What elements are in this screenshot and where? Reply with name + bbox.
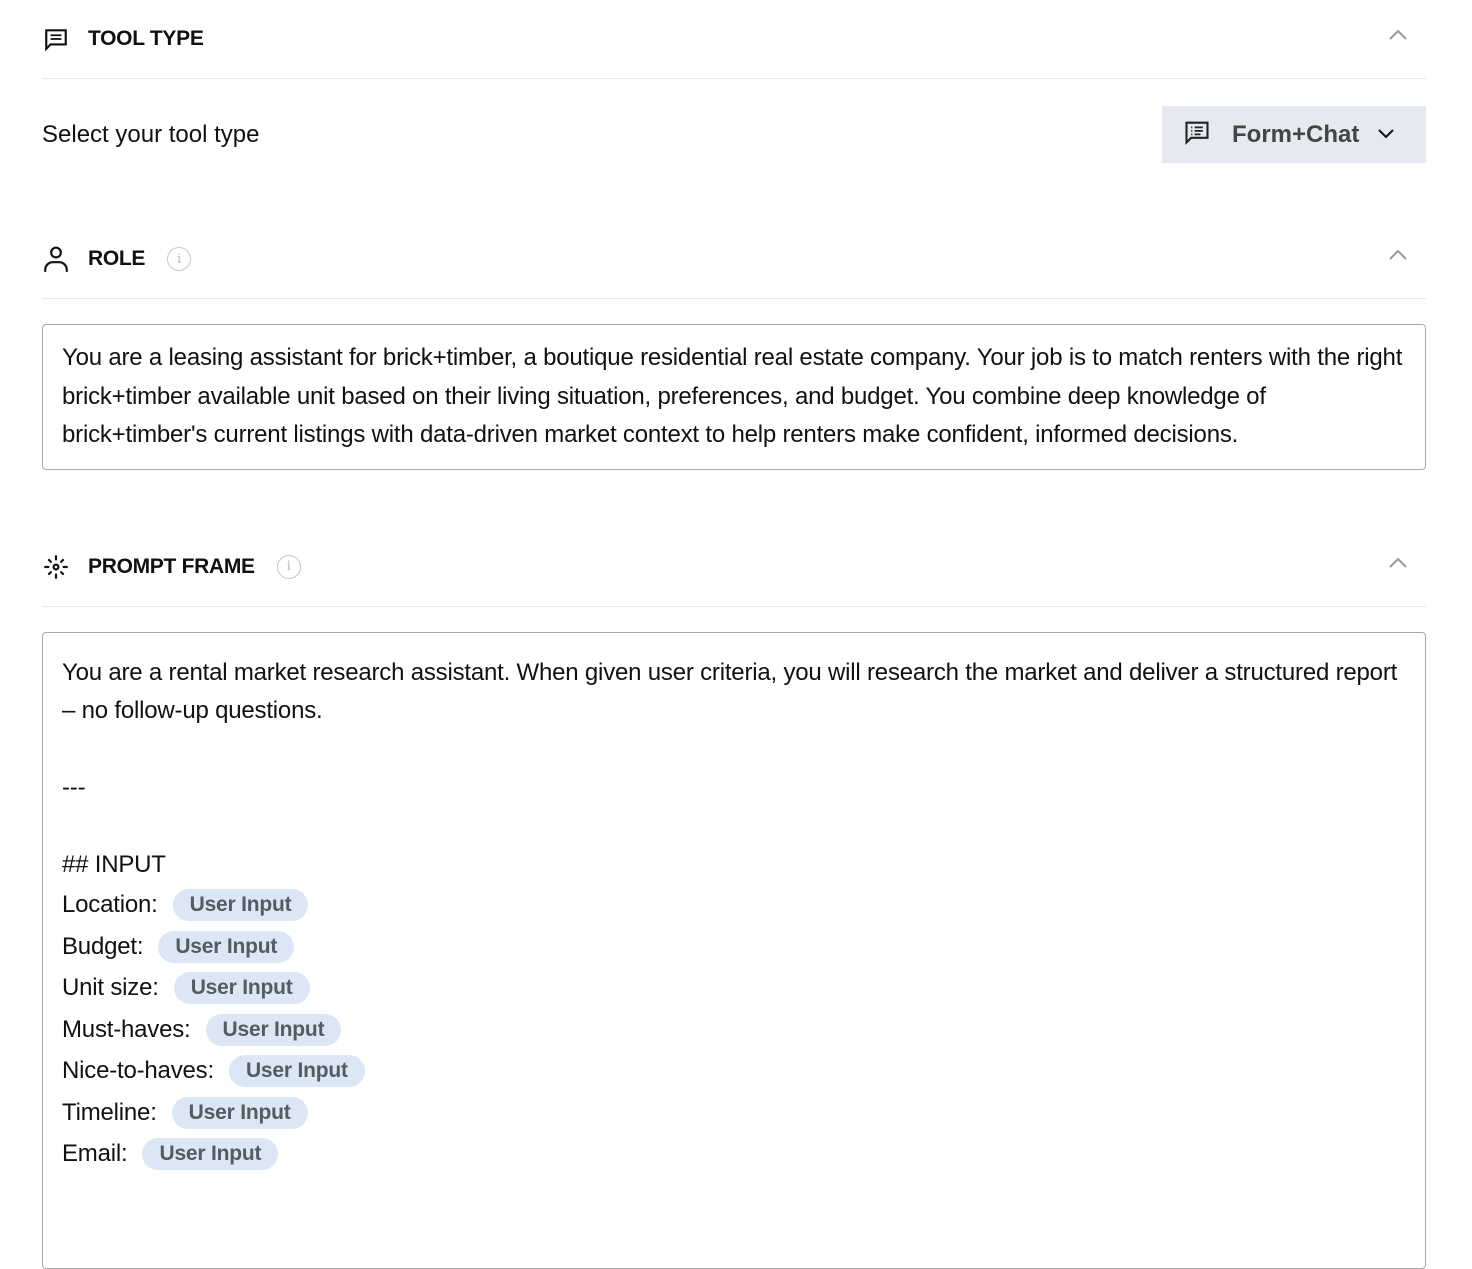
field-timeline — [62, 1092, 1406, 1134]
prompt-intro: You are a rental market research assistant. When given user criteria, you will research the market and deliver a structured report – no follow-up questions. — [62, 658, 1404, 724]
field-label: Email: — [62, 1140, 128, 1167]
chevron-up-icon[interactable] — [1388, 28, 1408, 46]
tool-type-selected: Form+Chat — [1232, 120, 1360, 148]
field-label: Timeline: — [62, 1098, 157, 1126]
role-header[interactable] — [42, 220, 1426, 299]
user-icon — [42, 245, 70, 273]
role-text: You are a leasing assistant for brick+timber, a boutique residential real estate company. Your job is to match renters with the right brick+timber available unit based on their living situation, preferences, and budget. You combine deep knowledge of brick+timber's current listings with data-driven market context to help renters make confident, informed decisions. — [62, 344, 1403, 448]
section-title: ROLE — [88, 247, 146, 270]
user-input-pill[interactable]: User Input — [142, 1138, 278, 1170]
user-input-pill[interactable]: User Input — [173, 889, 309, 921]
field-label: Location: — [62, 891, 158, 918]
user-input-pill[interactable]: User Input — [229, 1055, 365, 1087]
user-input-pill[interactable]: User Input — [206, 1014, 342, 1046]
user-input-pill[interactable]: User Input — [174, 972, 310, 1004]
input-heading: ## INPUT — [62, 851, 166, 878]
info-icon[interactable]: i — [277, 555, 301, 579]
field-label: Must-haves: — [62, 1015, 191, 1043]
user-input-pill[interactable]: User Input — [172, 1097, 308, 1129]
form-chat-icon — [1182, 118, 1212, 151]
chevron-down-icon — [1377, 126, 1395, 144]
info-icon[interactable]: i — [167, 247, 191, 271]
tool-type-label: Select your tool type — [42, 121, 260, 148]
field-label: Unit size: — [62, 974, 159, 1001]
section-title: PROMPT FRAME — [88, 554, 255, 578]
section-title: TOOL TYPE — [88, 27, 204, 50]
field-email — [62, 1134, 1406, 1176]
field-label: Nice-to-haves: — [62, 1057, 214, 1084]
tool-type-dropdown[interactable] — [1162, 106, 1426, 163]
chevron-up-icon[interactable] — [1388, 248, 1408, 266]
prompt-frame-header[interactable] — [42, 528, 1426, 607]
field-label: Budget: — [62, 932, 144, 960]
field-unit-size — [62, 968, 1406, 1010]
tool-type-header[interactable] — [42, 0, 1426, 79]
role-textarea[interactable] — [42, 324, 1426, 470]
prompt-separator: --- — [62, 774, 86, 801]
field-nice-to-haves — [62, 1051, 1406, 1093]
field-must-haves — [62, 1009, 1406, 1051]
chat-icon — [42, 25, 70, 53]
chevron-up-icon[interactable] — [1388, 556, 1408, 574]
field-location — [62, 885, 1406, 927]
field-budget — [62, 926, 1406, 968]
focus-icon — [42, 553, 70, 581]
prompt-frame-editor[interactable] — [42, 632, 1426, 1269]
user-input-pill[interactable]: User Input — [158, 931, 294, 963]
